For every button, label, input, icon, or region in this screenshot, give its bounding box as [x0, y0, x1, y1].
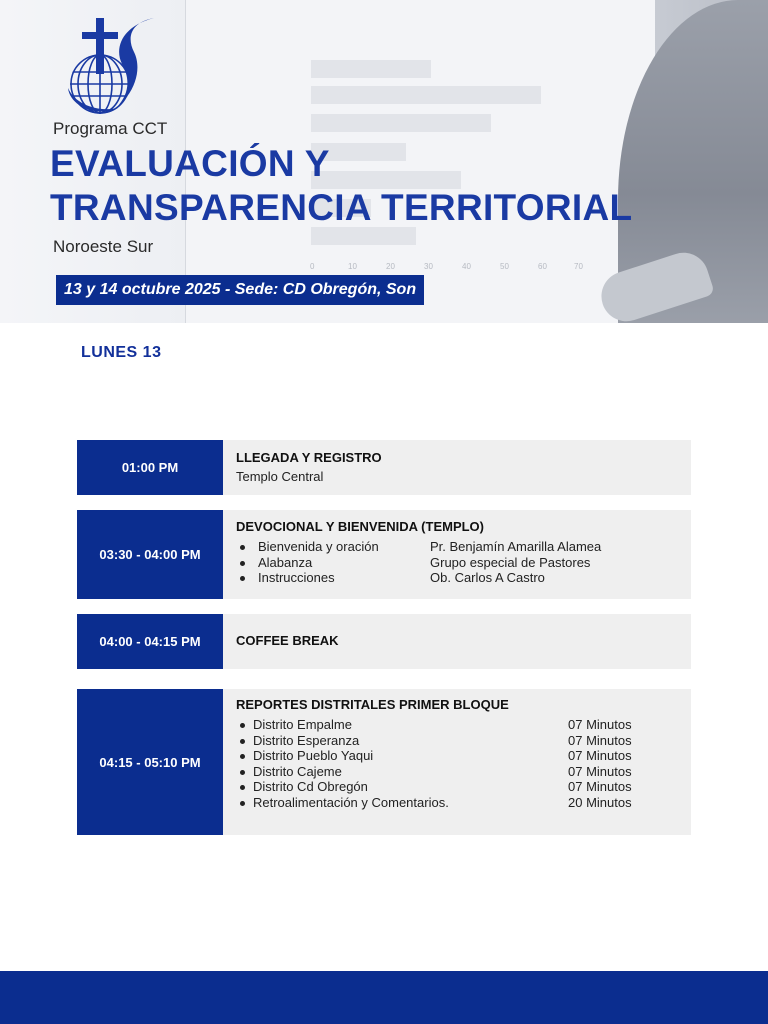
schedule-row	[77, 510, 691, 599]
district-report-list	[236, 717, 683, 810]
bullet-icon	[240, 576, 245, 581]
report-duration: 07 Minutos	[568, 732, 632, 748]
report-duration: 20 Minutos	[568, 794, 632, 810]
bullet-icon	[240, 561, 245, 566]
district-name: Distrito Esperanza	[253, 732, 360, 748]
activity-responsible: Grupo especial de Pastores	[430, 554, 591, 570]
list-item	[236, 539, 683, 555]
chart-ticks-decoration: 0 10 20 30 40 50 60 70	[310, 262, 583, 271]
activity-name: Instrucciones	[258, 570, 335, 585]
church-logo-icon	[56, 16, 166, 116]
activity-name: Alabanza	[258, 554, 313, 570]
schedule-detail: Templo Central	[236, 469, 324, 484]
list-item	[236, 733, 683, 749]
footer-band	[0, 971, 768, 1024]
bullet-icon	[240, 754, 245, 759]
report-duration: 07 Minutos	[568, 717, 632, 732]
bullet-icon	[240, 770, 245, 775]
bullet-icon	[240, 785, 245, 790]
activity-responsible: Pr. Benjamín Amarilla Alamea	[430, 539, 602, 554]
list-item	[236, 795, 683, 811]
activity-responsible: Ob. Carlos A Castro	[430, 570, 545, 585]
activity-name: Bienvenida y oración	[258, 539, 379, 554]
schedule-title: REPORTES DISTRITALES PRIMER BLOQUE	[236, 697, 509, 712]
page-title	[50, 142, 710, 230]
schedule-time: 04:00 - 04:15 PM	[77, 614, 223, 669]
schedule-row	[77, 440, 691, 495]
schedule-title: COFFEE BREAK	[236, 633, 339, 648]
date-location-banner: 13 y 14 octubre 2025 - Sede: CD Obregón, Son	[56, 275, 424, 305]
report-duration: 07 Minutos	[568, 763, 632, 779]
list-item	[236, 555, 683, 571]
district-name: Distrito Pueblo Yaqui	[253, 748, 374, 763]
program-label: Programa CCT	[53, 119, 168, 138]
schedule-row	[77, 689, 691, 835]
bullet-icon	[240, 723, 245, 728]
list-item	[236, 717, 683, 733]
activity-list	[236, 539, 683, 586]
list-item	[236, 779, 683, 795]
list-item	[236, 748, 683, 764]
schedule-title: DEVOCIONAL Y BIENVENIDA (TEMPLO)	[236, 519, 484, 534]
bullet-icon	[240, 739, 245, 744]
bullet-icon	[240, 545, 245, 550]
report-duration: 07 Minutos	[568, 779, 632, 794]
schedule-row	[77, 614, 691, 669]
day-heading: LUNES 13	[81, 344, 162, 361]
region-label: Noroeste Sur	[53, 237, 154, 256]
district-name: Distrito Cajeme	[253, 763, 342, 779]
district-name: Distrito Empalme	[253, 717, 352, 732]
schedule-time: 04:15 - 05:10 PM	[77, 689, 223, 835]
bullet-icon	[240, 801, 245, 806]
schedule-title: LLEGADA Y REGISTRO	[236, 450, 382, 465]
district-name: Retroalimentación y Comentarios.	[253, 794, 449, 810]
report-duration: 07 Minutos	[568, 748, 632, 763]
list-item	[236, 570, 683, 586]
title-line-1: EVALUACIÓN Y	[50, 143, 330, 184]
list-item	[236, 764, 683, 780]
schedule-time: 01:00 PM	[77, 440, 223, 495]
district-name: Distrito Cd Obregón	[253, 779, 368, 794]
schedule-time: 03:30 - 04:00 PM	[77, 510, 223, 599]
title-line-2: TRANSPARENCIA TERRITORIAL	[50, 187, 633, 228]
